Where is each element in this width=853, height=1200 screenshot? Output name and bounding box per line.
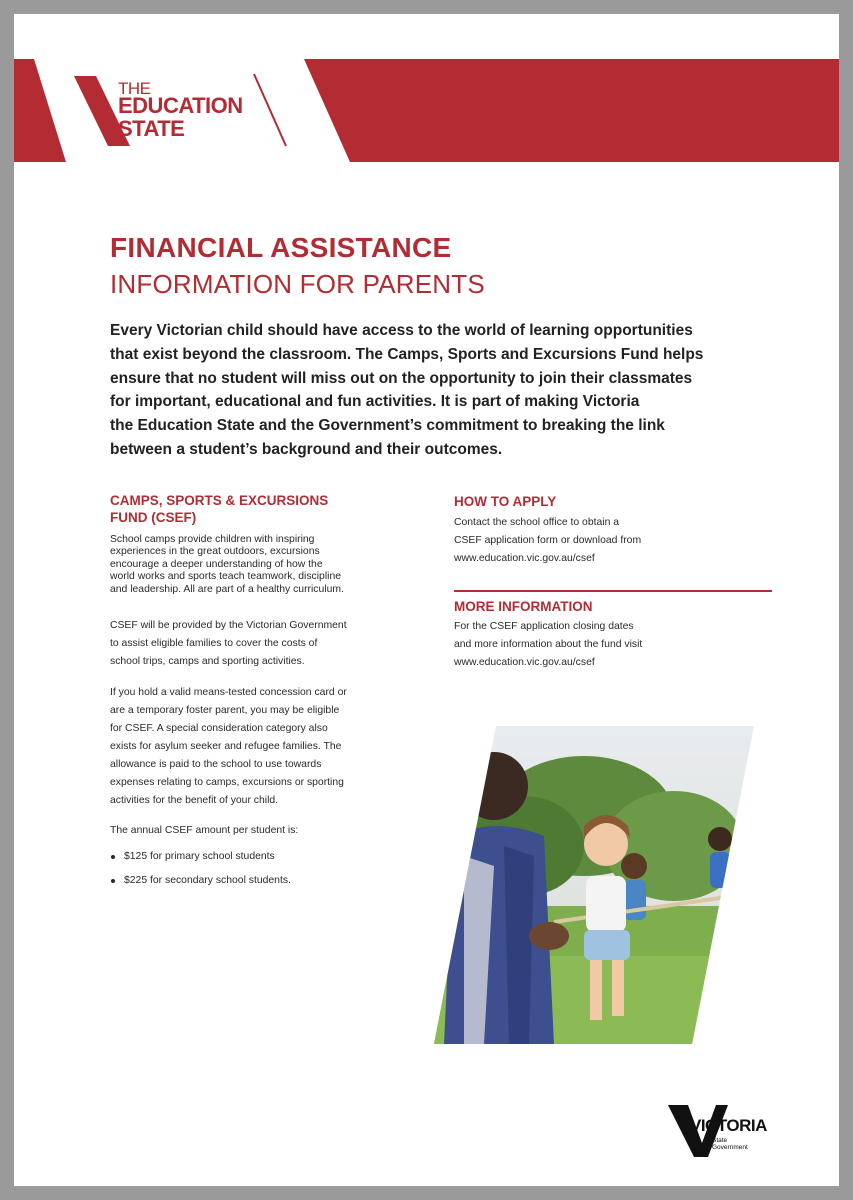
csef-heading-line: CAMPS, SPORTS & EXCURSIONS	[110, 493, 329, 508]
text-line: and more information about the fund visit	[454, 639, 643, 650]
csef-paragraph-3	[110, 684, 347, 810]
intro-line: for important, educational and fun activities. It is part of making Victoria	[110, 393, 640, 411]
victoria-logo-government: Government	[712, 1144, 748, 1151]
text-line: School camps provide children with inspiring	[110, 534, 315, 545]
bullet-icon	[111, 879, 115, 883]
logo-state: STATE	[118, 116, 185, 141]
more-info-link[interactable]: www.education.vic.gov.au/csef	[454, 657, 595, 668]
text-line: and leadership. All are part of a healthy curriculum.	[110, 583, 344, 595]
text-line: For the CSEF application closing dates	[454, 621, 634, 632]
text-line: Contact the school office to obtain a	[454, 517, 620, 528]
text-line: If you hold a valid means-tested concession card or	[110, 687, 347, 698]
page-title: FINANCIAL ASSISTANCE	[110, 232, 452, 263]
intro-paragraph	[110, 319, 780, 462]
intro-line: ensure that no student will miss out on the opportunity to join their classmates	[110, 369, 693, 387]
text-line: exists for asylum seeker and refugee families. The	[110, 741, 342, 752]
bullet-icon	[111, 855, 115, 859]
text-line: world works and sports teach teamwork, discipline	[110, 571, 341, 583]
text-line: for CSEF. A special consideration category also	[110, 723, 328, 734]
text-line: The annual CSEF amount per student is:	[110, 825, 299, 836]
logo-line	[254, 74, 286, 146]
text-line: CSEF application form or download from	[454, 535, 642, 546]
banner-left-stripe	[14, 59, 66, 162]
children-tug-of-war-photo	[434, 726, 754, 1044]
csef-paragraph-2	[110, 617, 347, 671]
more-information-text	[454, 618, 642, 672]
apply-link[interactable]: www.education.vic.gov.au/csef	[454, 553, 595, 564]
text-line: experiences in the great outdoors, excursions	[110, 546, 320, 558]
list-item	[110, 848, 291, 872]
text-line: school trips, camps and sporting activities.	[110, 656, 305, 667]
intro-line: Every Victorian child should have access to the world of learning opportunities	[110, 322, 693, 339]
text-line: activities for the benefit of your child.	[110, 795, 279, 806]
logo-education: EDUCATION	[118, 93, 243, 118]
document-page	[14, 14, 839, 1186]
csef-heading-line: FUND (CSEF)	[110, 510, 197, 525]
list-item	[110, 872, 291, 896]
victoria-logo-state: State	[712, 1137, 728, 1144]
text-line: CSEF will be provided by the Victorian Government	[110, 620, 347, 631]
more-information-heading: MORE INFORMATION	[454, 599, 593, 614]
intro-line: the Education State and the Government’s commitment to breaking the link	[110, 417, 665, 435]
how-to-apply-text	[454, 514, 641, 568]
victoria-logo-word: VICTORIA	[690, 1116, 767, 1135]
intro-line: that exist beyond the classroom. The Camps, Sports and Excursions Fund helps	[110, 345, 704, 363]
intro-line: between a student’s background and their outcomes.	[110, 440, 503, 458]
how-to-apply-heading: HOW TO APPLY	[454, 494, 557, 509]
page-subtitle: INFORMATION FOR PARENTS	[110, 269, 485, 299]
annual-amount-text	[110, 822, 298, 840]
csef-heading	[110, 492, 390, 526]
text-line: allowance is paid to the school to use towards	[110, 759, 322, 770]
section-divider	[454, 590, 772, 592]
logo-the: THE	[118, 79, 151, 98]
csef-paragraph-1	[110, 534, 344, 596]
amount-list	[110, 848, 291, 896]
banner-right-stripe	[304, 59, 839, 162]
text-line: are a temporary foster parent, you may be eligible	[110, 705, 340, 716]
text-line: encourage a deeper understanding of how the	[110, 558, 323, 570]
list-item-text: $125 for primary school students	[124, 851, 275, 862]
list-item-text: $225 for secondary school students.	[124, 875, 291, 886]
text-line: to assist eligible families to cover the costs of	[110, 638, 318, 649]
text-line: expenses relating to camps, excursions or sporting	[110, 777, 344, 788]
